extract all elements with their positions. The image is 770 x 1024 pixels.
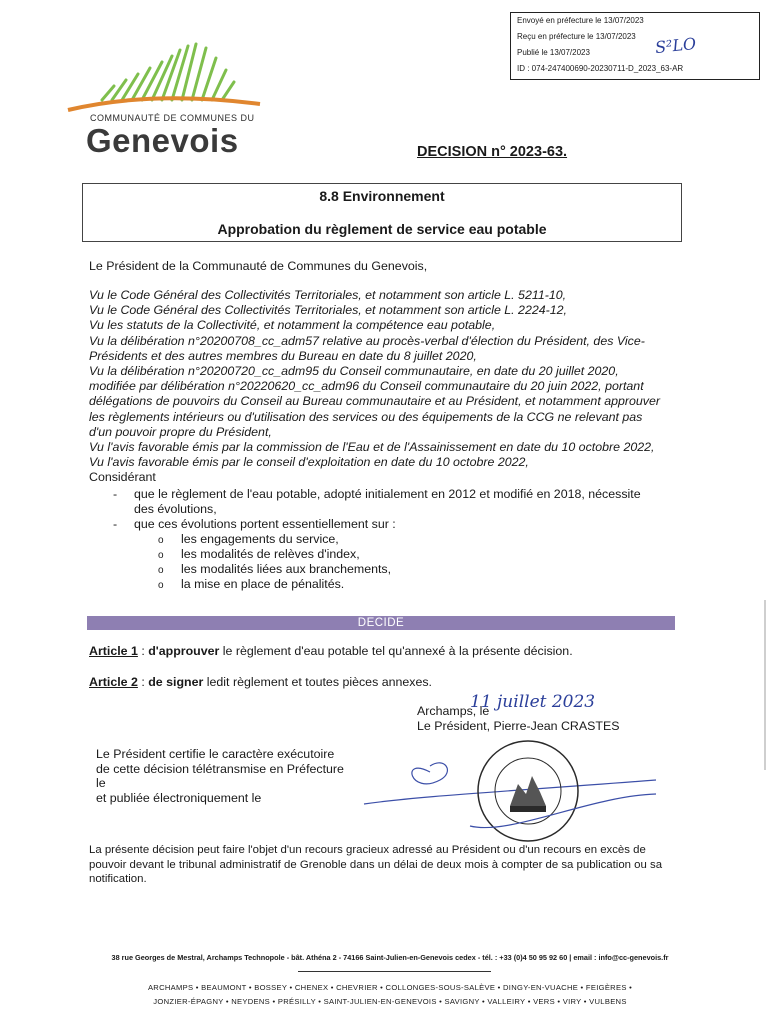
visa-line: Vu les statuts de la Collectivité, et notamment la compétence eau potable, [89, 318, 496, 333]
footer-communes-line: JONZIER-ÉPAGNY • NEYDENS • PRÉSILLY • SAINT-JULIEN-EN-GENEVOIS • SAVIGNY • VALLEIRY • VERS • VIRY • VULBENS [153, 997, 627, 1006]
logo-name: Genevois [86, 122, 239, 159]
article-2-label: Article 2 [89, 675, 138, 689]
prefecture-stamp [510, 12, 760, 80]
place-date: Archamps, le [417, 704, 490, 718]
article-1-label: Article 1 [89, 644, 138, 658]
logo-subtitle: COMMUNAUTÉ DE COMMUNES DU [90, 113, 255, 123]
article-1-sep: : [137, 644, 149, 658]
visa-line: délégations de pouvoirs du Conseil au Bureau communautaire et au Président, et notamment approuver [89, 394, 661, 409]
official-seal-icon [360, 736, 660, 846]
recours-notice: La présente décision peut faire l'objet d'un recours gracieux adressé au Président ou d'un recours en excès de pouvoir devant le tribunal administratif de Grenoble dans un délai de deux mois à compter de sa publication ou sa notification. [89, 844, 663, 885]
visa-line: Vu la délibération n°20200708_cc_adm57 relative au procès-verbal d'élection du Président, des Vice- [89, 333, 645, 348]
ccg-logo-icon [62, 38, 262, 118]
article-1 [89, 644, 573, 659]
visa-line: Présidents et des autres membres du Bureau en date du 8 juillet 2020, [89, 348, 477, 363]
considerant-item-1-cont: des évolutions, [134, 502, 217, 516]
handwritten-date: 11 juillet 2023 [470, 692, 596, 712]
bullet-marker: o [158, 580, 164, 591]
cert-line: de cette décision télétransmise en Préfecture [96, 761, 344, 776]
visa-line: Vu le Code Général des Collectivités Territoriales, et notamment son article L. 2224-12, [89, 303, 567, 318]
stamp-published: Publié le 13/07/2023 [517, 48, 590, 57]
visa-line: d'un pouvoir propre du Président, [89, 424, 272, 439]
article-2-sep: : [137, 675, 149, 689]
cert-line: le [96, 776, 106, 790]
cert-line: Le Président certifie le caractère exécutoire [96, 747, 335, 761]
sub-item: les engagements du service, [181, 532, 339, 546]
visa-line: les règlements intérieurs ou d'utilisation des services ou des équipements de la CCG ne relevant pas [89, 409, 643, 424]
cert-line: et publiée électroniquement le [96, 790, 262, 805]
bullet-marker: o [158, 565, 164, 576]
visa-line: Vu le Code Général des Collectivités Territoriales, et notamment son article L. 5211-10, [89, 288, 567, 302]
considerant-heading: Considérant [89, 470, 156, 484]
dash-marker: - [113, 487, 118, 501]
article-1-verb: d'approuver [148, 644, 220, 658]
stamp-id: ID : 074-247400690-20230711-D_2023_63-AR [517, 64, 684, 73]
stamp-received: Reçu en préfecture le 13/07/2023 [517, 32, 636, 41]
certification-block [96, 747, 344, 805]
topic-subject: Approbation du règlement de service eau potable [217, 221, 547, 237]
visa-line: modifiée par délibération n°20220620_cc_adm96 du Conseil communautaire du 20 juin 2022, portant [89, 379, 644, 394]
visa-line: Vu l'avis favorable émis par le conseil d'exploitation en date du 10 octobre 2022, [89, 455, 529, 470]
decide-banner: DECIDE [87, 616, 675, 630]
footer-communes-line: ARCHAMPS • BEAUMONT • BOSSEY • CHENEX • CHEVRIER • COLLONGES-SOUS-SALÈVE • DINGY-EN-VUACHE • FEIGÈRES • [147, 983, 633, 992]
bullet-marker: o [158, 550, 164, 561]
stamp-sent: Envoyé en préfecture le 13/07/2023 [517, 16, 644, 25]
visas-block [89, 288, 681, 470]
visa-line: Vu la délibération n°20200720_cc_adm95 du Conseil communautaire, en date du 20 juillet 2020, [89, 364, 619, 379]
footer-divider [298, 971, 491, 972]
sub-item: les modalités de relèves d'index, [181, 547, 360, 561]
dash-marker: - [113, 517, 118, 531]
decision-title: DECISION n° 2023-63. [417, 144, 568, 160]
bullet-marker: o [158, 535, 164, 546]
footer-address: 38 rue Georges de Mestral, Archamps Technopole - bât. Athéna 2 - 74166 Saint-Julien-en-Genevois cedex - tél. : +33 (0)4 50 95 92 60 | email : info@cc-genevois.fr [111, 953, 669, 962]
article-2 [89, 675, 432, 690]
intro-text: Le Président de la Communauté de Communes du Genevois, [89, 259, 428, 273]
topic-category: 8.8 Environnement [319, 188, 445, 204]
slo-signature: S²LO [654, 33, 698, 58]
president-name: Le Président, Pierre-Jean CRASTES [417, 719, 620, 733]
considerant-item-1: que le règlement de l'eau potable, adopté initialement en 2012 et modifié en 2018, nécessite [134, 487, 641, 501]
visa-line: Vu l'avis favorable émis par la commission de l'Eau et de l'Assainissement en date du 10 octobre 2022, [89, 440, 655, 455]
sub-item: la mise en place de pénalités. [181, 577, 345, 591]
considerant-item-2: que ces évolutions portent essentiellement sur : [134, 517, 396, 531]
article-2-verb: de signer [148, 675, 204, 689]
article-2-text: ledit règlement et toutes pièces annexes. [203, 675, 433, 689]
scan-edge [764, 600, 766, 770]
sub-item: les modalités liées aux branchements, [181, 562, 392, 576]
article-1-text: le règlement d'eau potable tel qu'annexé à la présente décision. [219, 644, 573, 658]
